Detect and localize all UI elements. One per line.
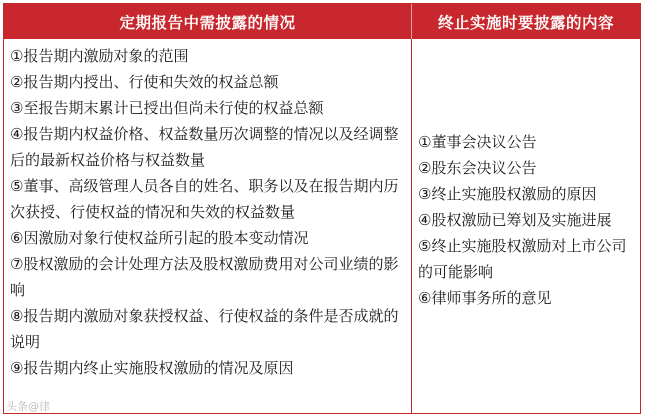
header-periodic-report: 定期报告中需披露的情况 bbox=[4, 4, 412, 39]
periodic-report-items bbox=[4, 39, 412, 413]
list-item: ⑧报告期内激励对象获授权益、行使权益的条件是否成就的说明 bbox=[10, 307, 399, 351]
watermark: 头条@律 bbox=[6, 400, 50, 413]
list-item: ④报告期内权益价格、权益数量历次调整的情况以及经调整后的最新权益价格与权益数量 bbox=[10, 125, 399, 169]
termination-items bbox=[412, 39, 640, 413]
list-item: ⑨报告期内终止实施股权激励的情况及原因 bbox=[10, 359, 294, 377]
disclosure-table bbox=[3, 3, 641, 414]
list-item: ②报告期内授出、行使和失效的权益总额 bbox=[10, 73, 279, 91]
list-item: ⑥律师事务所的意见 bbox=[418, 289, 552, 307]
list-item: ②股东会决议公告 bbox=[418, 159, 537, 177]
list-item: ⑤董事、高级管理人员各自的姓名、职务以及在报告期内历次获授、行使权益的情况和失效的权益数量 bbox=[10, 177, 399, 221]
list-item: ③至报告期末累计已授出但尚未行使的权益总额 bbox=[10, 99, 324, 117]
list-item: ⑥因激励对象行使权益所引起的股本变动情况 bbox=[10, 229, 309, 247]
header-termination: 终止实施时要披露的内容 bbox=[412, 4, 640, 39]
list-item: ④股权激励已筹划及实施进展 bbox=[418, 211, 612, 229]
list-item: ⑤终止实施股权激励对上市公司的可能影响 bbox=[418, 237, 627, 281]
list-item: ①报告期内激励对象的范围 bbox=[10, 47, 189, 65]
list-item: ③终止实施股权激励的原因 bbox=[418, 185, 597, 203]
list-item: ⑦股权激励的会计处理方法及股权激励费用对公司业绩的影响 bbox=[10, 255, 399, 299]
list-item: ①董事会决议公告 bbox=[418, 133, 537, 151]
